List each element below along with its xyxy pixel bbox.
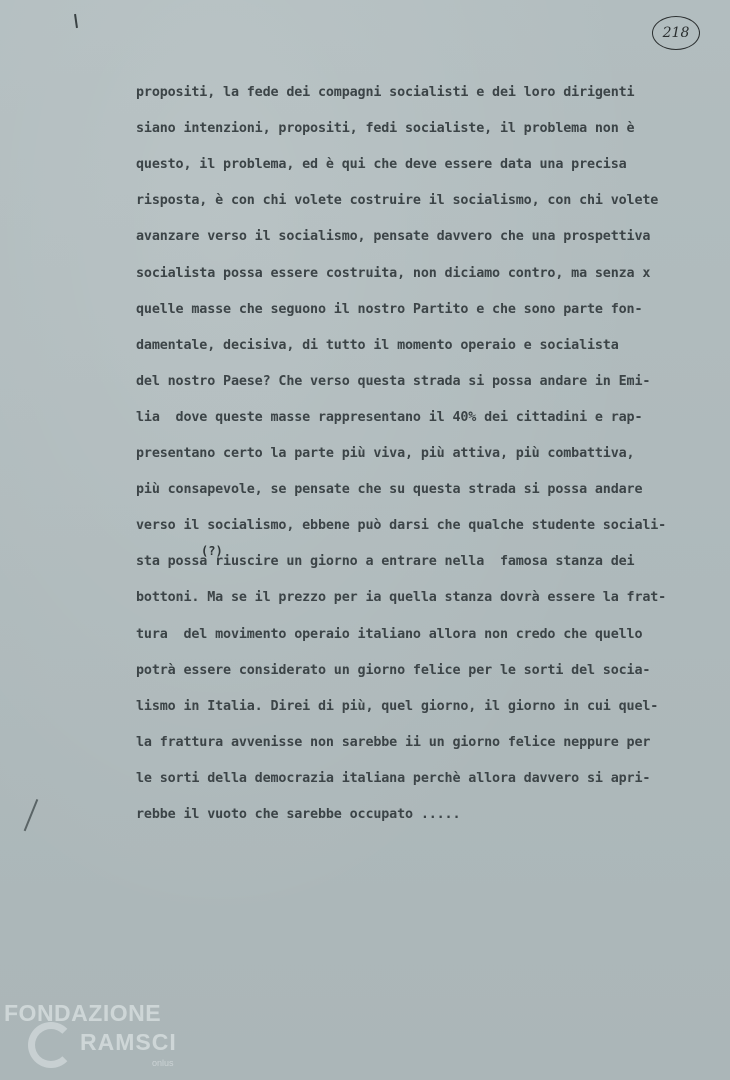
watermark-g-logo-icon [28, 1022, 74, 1068]
margin-mark [74, 14, 78, 28]
fondazione-gramsci-watermark [4, 1000, 194, 1080]
text-line: la frattura avvenisse non sarebbe ii un giorno felice neppure per [136, 735, 651, 750]
text-line: verso il socialismo, ebbene può darsi che qualche studente sociali- [136, 518, 667, 533]
text-line: avanzare verso il socialismo, pensate davvero che una prospettiva [136, 229, 651, 244]
text-line: sta possa riuscire un giorno a entrare nella famosa stanza dei [136, 554, 635, 569]
text-line: lismo in Italia. Direi di più, quel giorno, il giorno in cui quel- [136, 699, 659, 714]
text-line: tura del movimento operaio italiano allora non credo che quello [136, 627, 643, 642]
pencil-stroke [24, 799, 38, 831]
watermark-subtitle: onlus [152, 1058, 174, 1068]
text-line: siano intenzioni, propositi, fedi socialiste, il problema non è [136, 121, 635, 136]
text-line: bottoni. Ma se il prezzo per ia quella stanza dovrà essere la frat- [136, 590, 667, 605]
text-line: più consapevole, se pensate che su questa strada si possa andare [136, 482, 643, 497]
text-line: presentano certo la parte più viva, più attiva, più combattiva, [136, 446, 635, 461]
text-line: risposta, è con chi volete costruire il socialismo, con chi volete [136, 193, 659, 208]
text-line: del nostro Paese? Che verso questa strada si possa andare in Emi- [136, 374, 651, 389]
text-line: le sorti della democrazia italiana perchè allora davvero si apri- [136, 771, 651, 786]
text-line: potrà essere considerato un giorno felice per le sorti del socia- [136, 663, 651, 678]
text-line: damentale, decisiva, di tutto il momento operaio e socialista [136, 338, 619, 353]
text-line: rebbe il vuoto che sarebbe occupato ..... [136, 807, 461, 822]
text-line: quelle masse che seguono il nostro Partito e che sono parte fon- [136, 302, 643, 317]
page-number: 218 [652, 16, 700, 50]
watermark-line1: FONDAZIONE [4, 1000, 162, 1026]
text-line: questo, il problema, ed è qui che deve essere data una precisa [136, 157, 627, 172]
text-line: socialista possa essere costruita, non diciamo contro, ma senza x [136, 266, 651, 281]
handwritten-insertion-mark: (?) [201, 544, 223, 558]
text-line: propositi, la fede dei compagni socialisti e dei loro dirigenti [136, 85, 635, 100]
text-line: lia dove queste masse rappresentano il 40% dei cittadini e rap- [136, 410, 643, 425]
watermark-line2: RAMSCI [80, 1029, 177, 1055]
